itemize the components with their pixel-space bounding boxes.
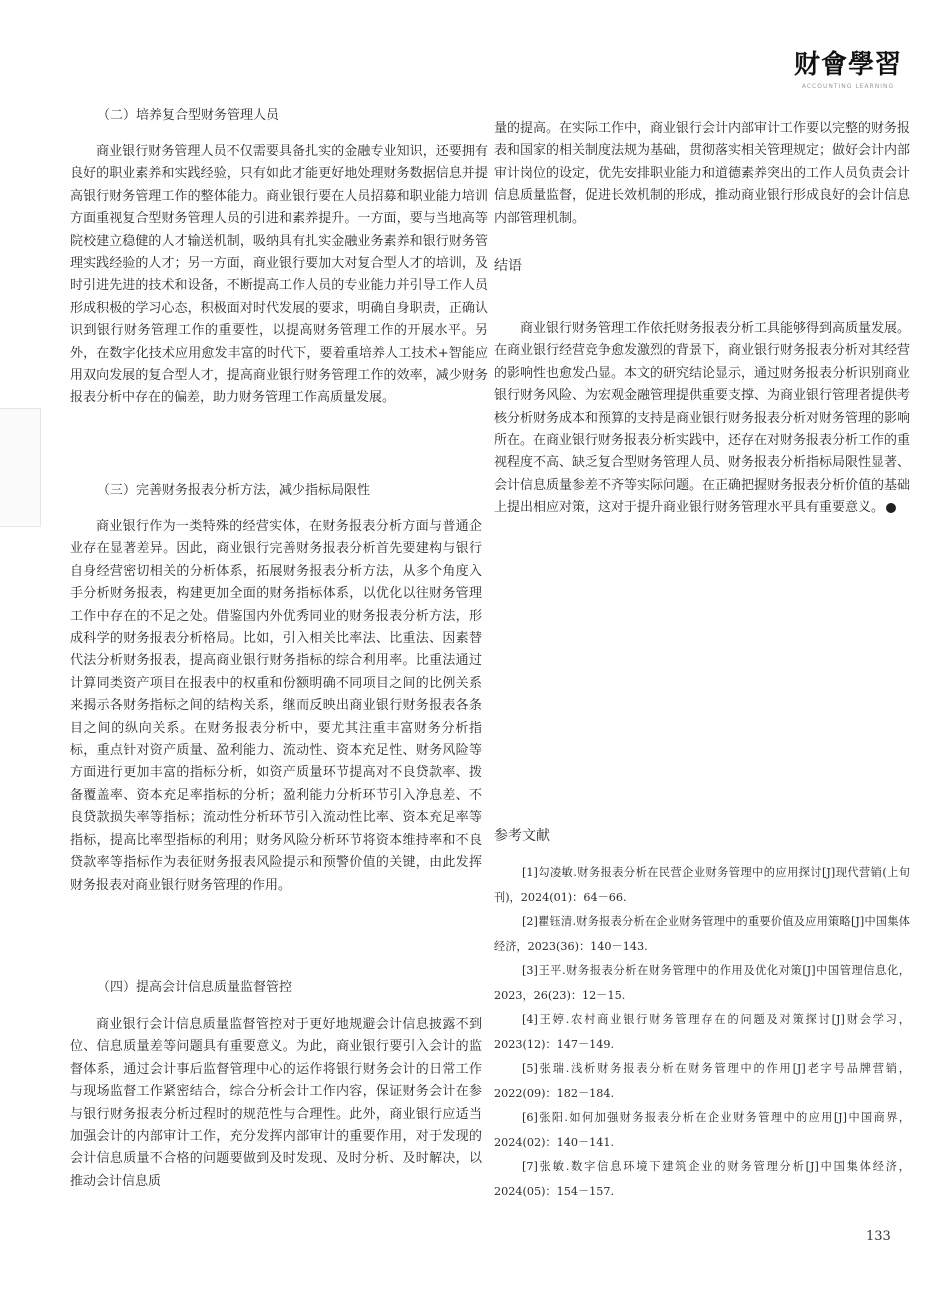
end-mark-icon xyxy=(886,503,896,513)
reference-item: [2]瞿钰清.财务报表分析在企业财务管理中的重要价值及应用策略[J]中国集体经济，2023(36)：140－143. xyxy=(494,915,910,953)
right-paragraph-continued xyxy=(494,118,910,230)
left-paragraph-4 xyxy=(70,1014,482,1193)
journal-logo xyxy=(788,50,908,92)
left-paragraph-3 xyxy=(70,516,482,897)
conclusion-text: 商业银行财务管理工作依托财务报表分析工具能够得到高质量发展。在商业银行经营竞争愈发激烈的背景下，商业银行财务报表分析对其经营的影响性也愈发凸显。本文的研究结论显示，通过财务报表分析识别商业银行财务风险、为宏观金融管理提供重要支撑、为商业银行管理者提供考核分析财务成本和预算的支持是商业银行财务报表分析对财务管理的影响所在。在商业银行财务报表分析实践中，还存在对财务报表分析工作的重视程度不高、缺乏复合型财务管理人员、财务报表分析指标局限性显著、会计信息质量参差不齐等实际问题。在正确把握财务报表分析价值的基础上提出相应对策，这对于提升商业银行财务管理水平具有重要意义。 xyxy=(494,321,911,516)
reference-item: [5]张瑞.浅析财务报表分析在财务管理中的作用[J]老字号品牌营销，2022(09)：182－184. xyxy=(494,1062,910,1100)
section-heading-3: （三）完善财务报表分析方法，减少指标局限性 xyxy=(97,483,371,498)
reference-item: [7]张敏.数字信息环境下建筑企业的财务管理分析[J]中国集体经济，2024(05)：154－157. xyxy=(494,1160,910,1198)
journal-name: 财會學習 xyxy=(793,50,902,80)
reference-item: [1]勾凌敏.财务报表分析在民营企业财务管理中的应用探讨[J]现代营销(上旬刊)，2024(01)：64－66. xyxy=(494,866,910,904)
reference-item: [6]张阳.如何加强财务报表分析在企业财务管理中的应用[J]中国商界，2024(02)：140－141. xyxy=(494,1111,910,1149)
paragraph-text: 量的提高。在实际工作中，商业银行会计内部审计工作要以完整的财务报表和国家的相关制度法规为基础，贯彻落实相关管理规定；做好会计内部审计岗位的设定，优先安排职业能力和道德素养突出的工作人员负责会计信息质量监督，促进长效机制的形成，推动商业银行形成良好的会计信息内部管理机制。 xyxy=(494,121,911,226)
conclusion-title: 结语 xyxy=(494,258,522,274)
paragraph-text: 商业银行财务管理人员不仅需要具备扎实的金融专业知识，还要拥有良好的职业素养和实践经验，只有如此才能更好地处理财务数据信息并提高银行财务管理工作的整体能力。商业银行要在人员招募和职业能力培训方面重视复合型财务管理人员的引进和素养提升。一方面，要与当地高等院校建立稳健的人才输送机制，吸纳具有扎实金融业务素养和银行财务管理实践经验的人才；另一方面，商业银行要加大对复合型人才的培训，及时引进先进的技术和设备，不断提高工作人员的专业能力并引导工作人员形成积极的学习心态，积极面对时代发展的要求，明确自身职责，正确认识到银行财务管理工作的重要性，以提高财务管理工作的开展水平。另外，在数字化技术应用愈发丰富的时代下，要着重培养人工技术+智能应用双向发展的复合型人才，提高商业银行财务管理工作的效率，减少财务报表分析中存在的偏差，助力财务管理工作高质量发展。 xyxy=(70,144,488,406)
left-paragraph-2 xyxy=(70,141,488,410)
paragraph-text: 商业银行作为一类特殊的经营实体，在财务报表分析方面与普通企业存在显著差异。因此，商业银行完善财务报表分析首先要建构与银行自身经营密切相关的分析体系，拓展财务报表分析方法，从多个角度入手分析财务报表，构建更加全面的财务指标体系，以优化以往财务管理工作中存在的不足之处。借鉴国内外优秀同业的财务报表分析方法，形成科学的财务报表分析格局。比如，引入相关比率法、比重法、因素替代法分析财务报表，提高商业银行财务指标的综合利用率。比重法通过计算同类资产项目在报表中的权重和份额明确不同项目之间的比例关系来揭示各财务指标之间的结构关系，继而反映出商业银行财务报表各条目之间的纵向关系。在财务报表分析中，要尤其注重丰富财务分析指标，重点针对资产质量、盈利能力、流动性、资本充足性、财务风险等方面进行更加丰富的指标分析，如资产质量环节提高对不良贷款率、拨备覆盖率、资本充足率指标的分析；盈利能力分析环节引入净息差、不良贷款损失率等指标；流动性分析环节引入流动性比率、资本充足率等指标，提高比率型指标的利用；财务风险分析环节将资本维持率和不良贷款率等指标作为表征财务报表风险提示和预警价值的关键，由此发挥财务报表对商业银行财务管理的作用。 xyxy=(70,519,482,893)
page-number: 133 xyxy=(866,1229,891,1244)
paragraph-text: 商业银行会计信息质量监督管控对于更好地规避会计信息披露不到位、信息质量差等问题具有重要意义。为此，商业银行要引入会计的监督体系，通过会计事后监督管理中心的运作将银行财务会计的日常工作与现场监督工作紧密结合，综合分析会计工作内容，保证财务会计在参与银行财务报表分析过程时的规范性与合理性。此外，商业银行应适当加强会计的内部审计工作，充分发挥内部审计的重要作用，对于发现的会计信息质量不合格的问题要做到及时发现、及时分析、及时解决，以推动会计信息质 xyxy=(70,1017,482,1189)
section-heading-2: （二）培养复合型财务管理人员 xyxy=(97,108,280,123)
conclusion-block xyxy=(494,318,910,520)
side-tab-marker xyxy=(0,408,41,527)
section-heading-4: （四）提高会计信息质量监督管控 xyxy=(97,980,293,995)
journal-subtitle: ACCOUNTING LEARNING xyxy=(801,83,895,90)
reference-item: [3]王平.财务报表分析在财务管理中的作用及优化对策[J]中国管理信息化，2023，26(23)：12－15. xyxy=(494,964,910,1002)
reference-item: [4]王婷.农村商业银行财务管理存在的问题及对策探讨[J]财会学习，2023(12)：147－149. xyxy=(494,1013,910,1051)
conclusion-paragraph xyxy=(494,318,910,520)
references-title: 参考文献 xyxy=(494,828,550,844)
references-list xyxy=(494,861,910,1204)
